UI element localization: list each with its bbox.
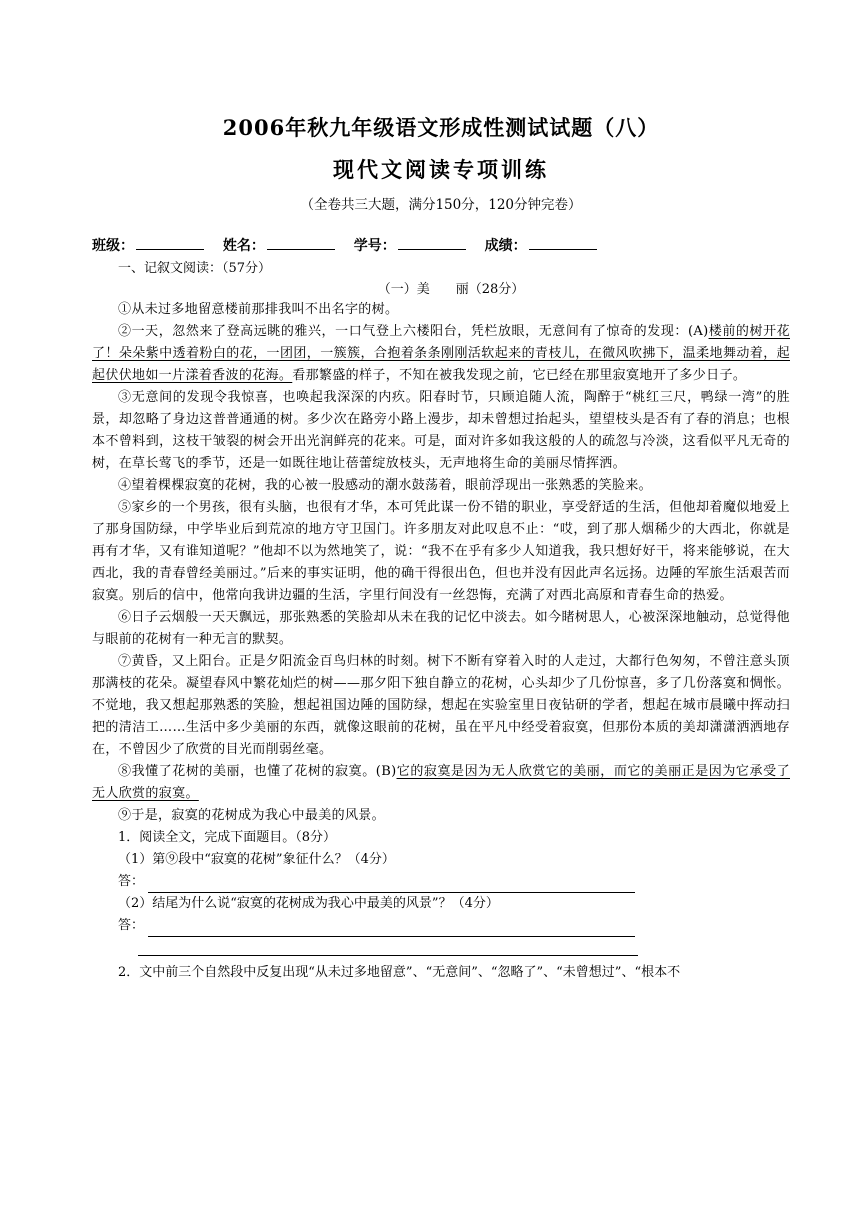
paragraph-9: ⑨于是，寂寞的花树成为我心中最美的风景。 [118,808,386,823]
exam-subtitle: 现代文阅读专项训练 [333,158,549,182]
paragraph-7: ⑦黄昏，又上阳台。正是夕阳流金百鸟归林的时刻。树下不断有穿着入时的人走过，大都行色匆匆，不曾注意头顶那满枝的花朵。凝望春风中繁花灿烂的树——那夕阳下独自静立的花树，心头却少了几份惊喜，多了几份落寞和惆怅。不觉地，我又想起那熟悉的笑脸，想起祖国边陲的国防绿，想起在实验室里日夜钻研的学者，想起在城市晨曦中挥动扫把的清洁工……生活中多少美丽的东西，就像这眼前的花树，虽在平凡中经受着寂寞，但那份本质的美却潇潇洒洒地存在，不曾因少了欣赏的目光而削弱丝毫。 [92,654,790,757]
answer-blank[interactable] [148,920,635,937]
answer-label: 答： [118,874,145,889]
paragraph-6: ⑥日子云烟般一天天飘远，那张熟悉的笑脸却从未在我的记忆中淡去。如今睹树思人，心被深深地触动，总觉得他与眼前的花树有一种无言的默契。 [92,610,790,647]
class-label: 班级： [92,238,134,254]
question-1: 1．阅读全文，完成下面题目。（8分） [118,830,337,845]
answer-line-2[interactable] [118,915,790,937]
question-2: 2．文中前三个自然段中反复出现“从未过多地留意”、“无意间”、“忽略了”、“未曾想过”、“根本不 [118,965,681,980]
class-blank[interactable] [136,236,204,250]
answer-label: 答： [118,918,145,933]
underlined-sentence-b: 它的寂寞是因为无人欣赏它的美丽，而它的美丽正是因为它承受了无人欣赏的寂寞。 [92,764,790,801]
paragraph-2-tail: 看那繁盛的样子，不知在被我发现之前，它已经在那里寂寞地开了多少日子。 [292,368,747,383]
name-label: 姓名： [222,238,265,254]
passage-title: （一）美 丽（28分） [377,282,525,297]
paragraph-1: ①从未过多地留意楼前那排我叫不出名字的树。 [118,302,399,317]
paragraph-2 [92,321,790,387]
score-label: 成绩： [484,238,527,254]
answer-line-3[interactable] [138,937,638,956]
student-id-blank[interactable] [398,236,466,250]
section-heading: 一、记叙文阅读：（57分） [118,261,272,276]
paragraph-3: ③无意间的发现令我惊喜，也唤起我深深的内疚。阳春时节，只顾追随人流，陶醉于“桃红三尺，鸭绿一湾”的胜景，却忽略了身边这普普通通的树。多少次在路旁小路上漫步，却未曾想过抬起头，望望枝头是否有了春的消息；也根本不曾料到，这枝干皱裂的树会开出光润鲜亮的花来。可是，面对许多如我这般的人的疏忽与冷淡，这看似平凡无奇的树，在草长莺飞的季节，还是一如既往地让蓓蕾绽放枝头，无声地将生命的美丽尽情挥洒。 [92,390,790,471]
student-id-label: 学号： [353,238,396,254]
paragraph-5: ⑤家乡的一个男孩，很有头脑，也很有才华，本可凭此谋一份不错的职业，享受舒适的生活，但他却着魔似地爱上了那身国防绿，中学毕业后到荒凉的地方守卫国门。许多朋友对此叹息不止：“哎，到了那人烟稀少的大西北，你就是再有才华，又有谁知道呢？”他却不以为然地笑了，说：“我不在乎有多少人知道我，我只想好好干，将来能够说，在大西北，我的青春曾经美丽过。”后来的事实证明，他的确干得很出色，但也并没有因此声名远扬。边陲的军旅生活艰苦而寂寞。别后的信中，他常向我讲边疆的生活，字里行间没有一丝怨悔，充满了对西北高原和青春生命的热爱。 [92,500,790,603]
score-blank[interactable] [529,236,597,250]
paragraph-4: ④望着棵棵寂寞的花树，我的心被一股感动的潮水鼓荡着，眼前浮现出一张熟悉的笑脸来。 [118,478,653,493]
name-blank[interactable] [267,236,335,250]
paragraph-2-lead: ②一天，忽然来了登高远眺的雅兴，一口气登上六楼阳台，凭栏放眼，无意间有了惊奇的发现：(A) [118,324,709,339]
exam-note: （全卷共三大题，满分150分，120分钟完卷） [300,197,582,213]
exam-title: 2006年秋九年级语文形成性测试试题（八） [222,115,660,140]
answer-line-1[interactable] [118,871,790,893]
question-1-2: （2）结尾为什么说“寂寞的花树成为我心中最美的风景”？（4分） [118,896,499,911]
paragraph-8-lead: ⑧我懂了花树的美丽，也懂了花树的寂寞。(B) [118,764,397,779]
paragraph-8 [92,761,790,805]
answer-blank[interactable] [148,876,635,893]
question-1-1: （1）第⑨段中“寂寞的花树”象征什么？（4分） [118,852,395,867]
student-info-row [92,236,790,256]
underlined-sentence-a: 楼前的树开花了！朵朵紫中透着粉白的花，一团团，一簇簇，合抱着条条刚刚活软起来的青枝儿，在微风吹拂下，温柔地舞动着，起起伏伏地如一片漾着香波的花海。 [92,324,790,383]
